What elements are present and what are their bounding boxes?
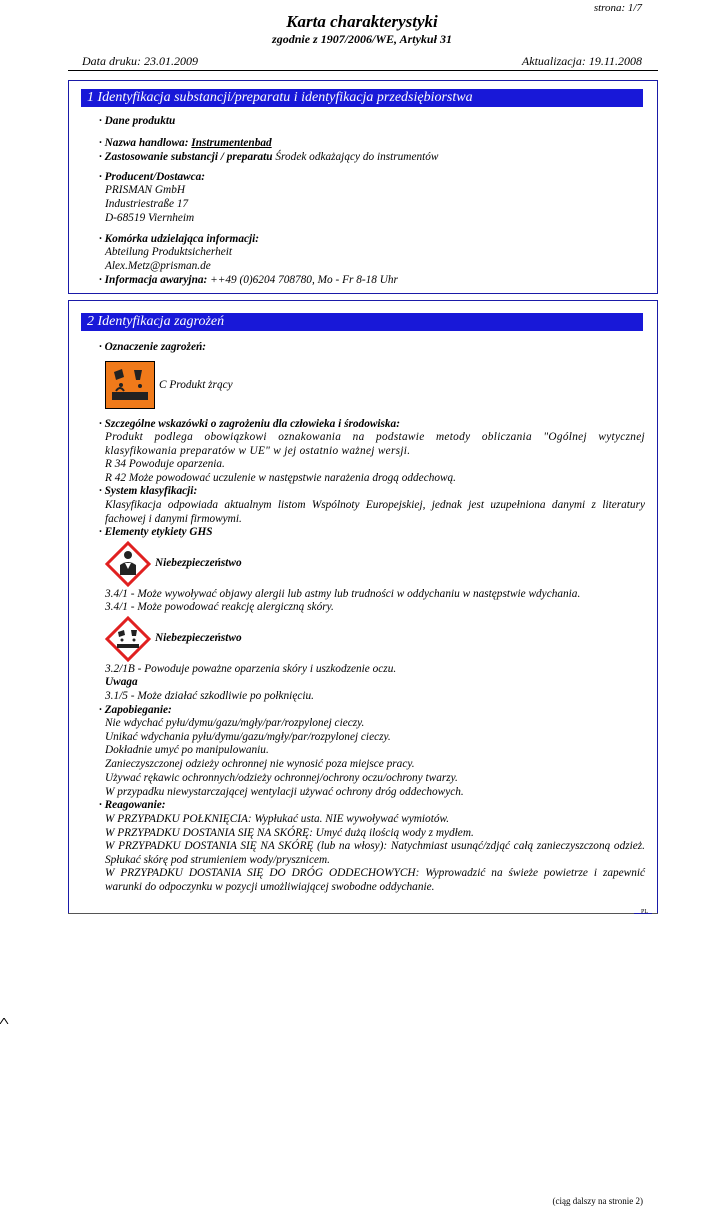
trade-name-line — [99, 137, 272, 149]
prevention-label: · Zapobieganie: — [99, 704, 172, 716]
prevention-line: W przypadku niewystarczającej wentylacji używać ochrony dróg oddechowych. — [105, 786, 464, 798]
producer-label: · Producent/Dostawca: — [99, 171, 206, 183]
info-label: · Komórka udzielająca informacji: — [99, 233, 260, 245]
emergency-value: ++49 (0)6204 708780, Mo - Fr 8-18 Uhr — [210, 274, 398, 286]
footer-rule — [68, 913, 634, 914]
r42-phrase: R 42 Może powodować uczulenie w następstwie narażenia drogą oddechową. — [105, 472, 457, 484]
use-value: Środek odkażający do instrumentów — [275, 151, 439, 163]
info-email: Alex.Metz@prisman.de — [105, 260, 211, 272]
emergency-label: · Informacja awaryjna: — [99, 274, 208, 286]
section-1-box — [68, 80, 658, 294]
hazard-statement: 3.4/1 - Może powodować reakcję alergiczną skóry. — [105, 601, 334, 613]
prevention-line: Zanieczyszczonej odzieży ochronnej nie wynosić poza miejsce pracy. — [105, 758, 415, 770]
producer-line: PRISMAN GmbH — [105, 184, 186, 196]
system-label: · System klasyfikacji: — [99, 485, 198, 497]
section-2-title: 2 Identyfikacja zagrożeń — [81, 313, 643, 331]
update-date: Aktualizacja: 19.11.2008 — [521, 54, 642, 68]
use-label: · Zastosowanie substancji / preparatu — [99, 151, 273, 163]
response-line: W PRZYPADKU DOSTANIA SIĘ NA SKÓRĘ (lub na włosy): Natychmiast usunąć/zdjąć całą zanieczyszczoną odzież. Spłukać skórę pod strumieniem wody/prysznicem. — [105, 840, 645, 866]
emergency-line — [99, 274, 398, 286]
footer-rule — [652, 913, 658, 914]
producer-line: D-68519 Viernheim — [105, 212, 195, 224]
trade-name-label: · Nazwa handlowa: — [99, 137, 189, 149]
system-text: Klasyfikacja odpowiada aktualnym listom Wspólnoty Europejskiej, jednak jest uzupełniona danymi z literatury fachowej i danymi firmowymi. — [105, 499, 645, 525]
special-label: · Szczególne wskazówki o zagrożeniu dla człowieka i środowiska: — [99, 418, 400, 430]
hazard-statement: 3.2/1B - Powoduje poważne oparzenia skóry i uszkodzenie oczu. — [105, 663, 397, 675]
danger-signal-word: Niebezpieczeństwo — [155, 557, 242, 569]
continued-note: (ciąg dalszy na stronie 2) — [552, 1196, 643, 1206]
response-line: W PRZYPADKU DOSTANIA SIĘ NA SKÓRĘ: Umyć dużą ilością wody z mydłem. — [105, 827, 474, 839]
prevention-line: Nie wdychać pyłu/dymu/gazu/mgły/par/rozpylonej cieczy. — [105, 717, 365, 729]
prevention-line: Używać rękawic ochronnych/odzieży ochronnej/ochrony oczu/ochrony twarzy. — [105, 772, 458, 784]
document-title: Karta charakterystyki — [286, 12, 438, 31]
hazard-statement: 3.1/5 - Może działać szkodliwie po połknięciu. — [105, 690, 314, 702]
hazard-statement: 3.4/1 - Może wywoływać objawy alergii lub astmy lub trudności w oddychaniu w następstwie wdychania. — [105, 588, 581, 600]
use-line — [99, 151, 438, 163]
hazard-symbol-text: C Produkt żrący — [159, 379, 233, 391]
prevention-line: Dokładnie umyć po manipulowaniu. — [105, 744, 269, 756]
language-code: PL — [640, 909, 648, 915]
health-hazard-icon — [105, 541, 151, 587]
response-line: W PRZYPADKU DOSTANIA SIĘ DO DRÓG ODDECHOWYCH: Wyprowadzić na świeże powietrze i zapewnić warunki do odpoczynku w pozycji umożliwiającej swobodne oddychanie. — [105, 867, 645, 893]
document-subtitle: zgodnie z 1907/2006/WE, Artykuł 31 — [272, 32, 452, 46]
special-text: Produkt podlega obowiązkowi oznakowania na podstawie metody obliczania "Ogólnej wytycznej klasyfikowania preparatów w UE" w jej ostatnio ważnej wersji. — [105, 431, 645, 457]
trade-name-value: Instrumentenbad — [191, 137, 272, 149]
response-line: W PRZYPADKU POŁKNIĘCIA: Wypłukać usta. NIE wywoływać wymiotów. — [105, 813, 450, 825]
ghs-label: · Elementy etykiety GHS — [99, 526, 213, 538]
producer-line: Industriestraße 17 — [105, 198, 189, 210]
section-2-box — [68, 300, 658, 1206]
section-1-title: 1 Identyfikacja substancji/preparatu i identyfikacja przedsiębiorstwa — [81, 89, 643, 107]
info-line: Abteilung Produktsicherheit — [105, 246, 233, 258]
warning-signal-word: Uwaga — [105, 676, 138, 688]
product-data-label: · Dane produktu — [99, 115, 176, 127]
corner-mark — [0, 1018, 14, 1024]
hazard-label: · Oznaczenie zagrożeń: — [99, 341, 207, 353]
corrosive-icon — [105, 361, 155, 409]
print-date: Data druku: 23.01.2009 — [82, 54, 198, 68]
corrosion-ghs-icon — [105, 616, 151, 662]
response-label: · Reagowanie: — [99, 799, 166, 811]
header-rule — [68, 70, 658, 71]
danger-signal-word: Niebezpieczeństwo — [155, 632, 242, 644]
page-number: strona: 1/7 — [593, 2, 642, 14]
r34-phrase: R 34 Powoduje oparzenia. — [105, 458, 225, 470]
prevention-line: Unikać wdychania pyłu/dymu/gazu/mgły/par/rozpylonej cieczy. — [105, 731, 391, 743]
